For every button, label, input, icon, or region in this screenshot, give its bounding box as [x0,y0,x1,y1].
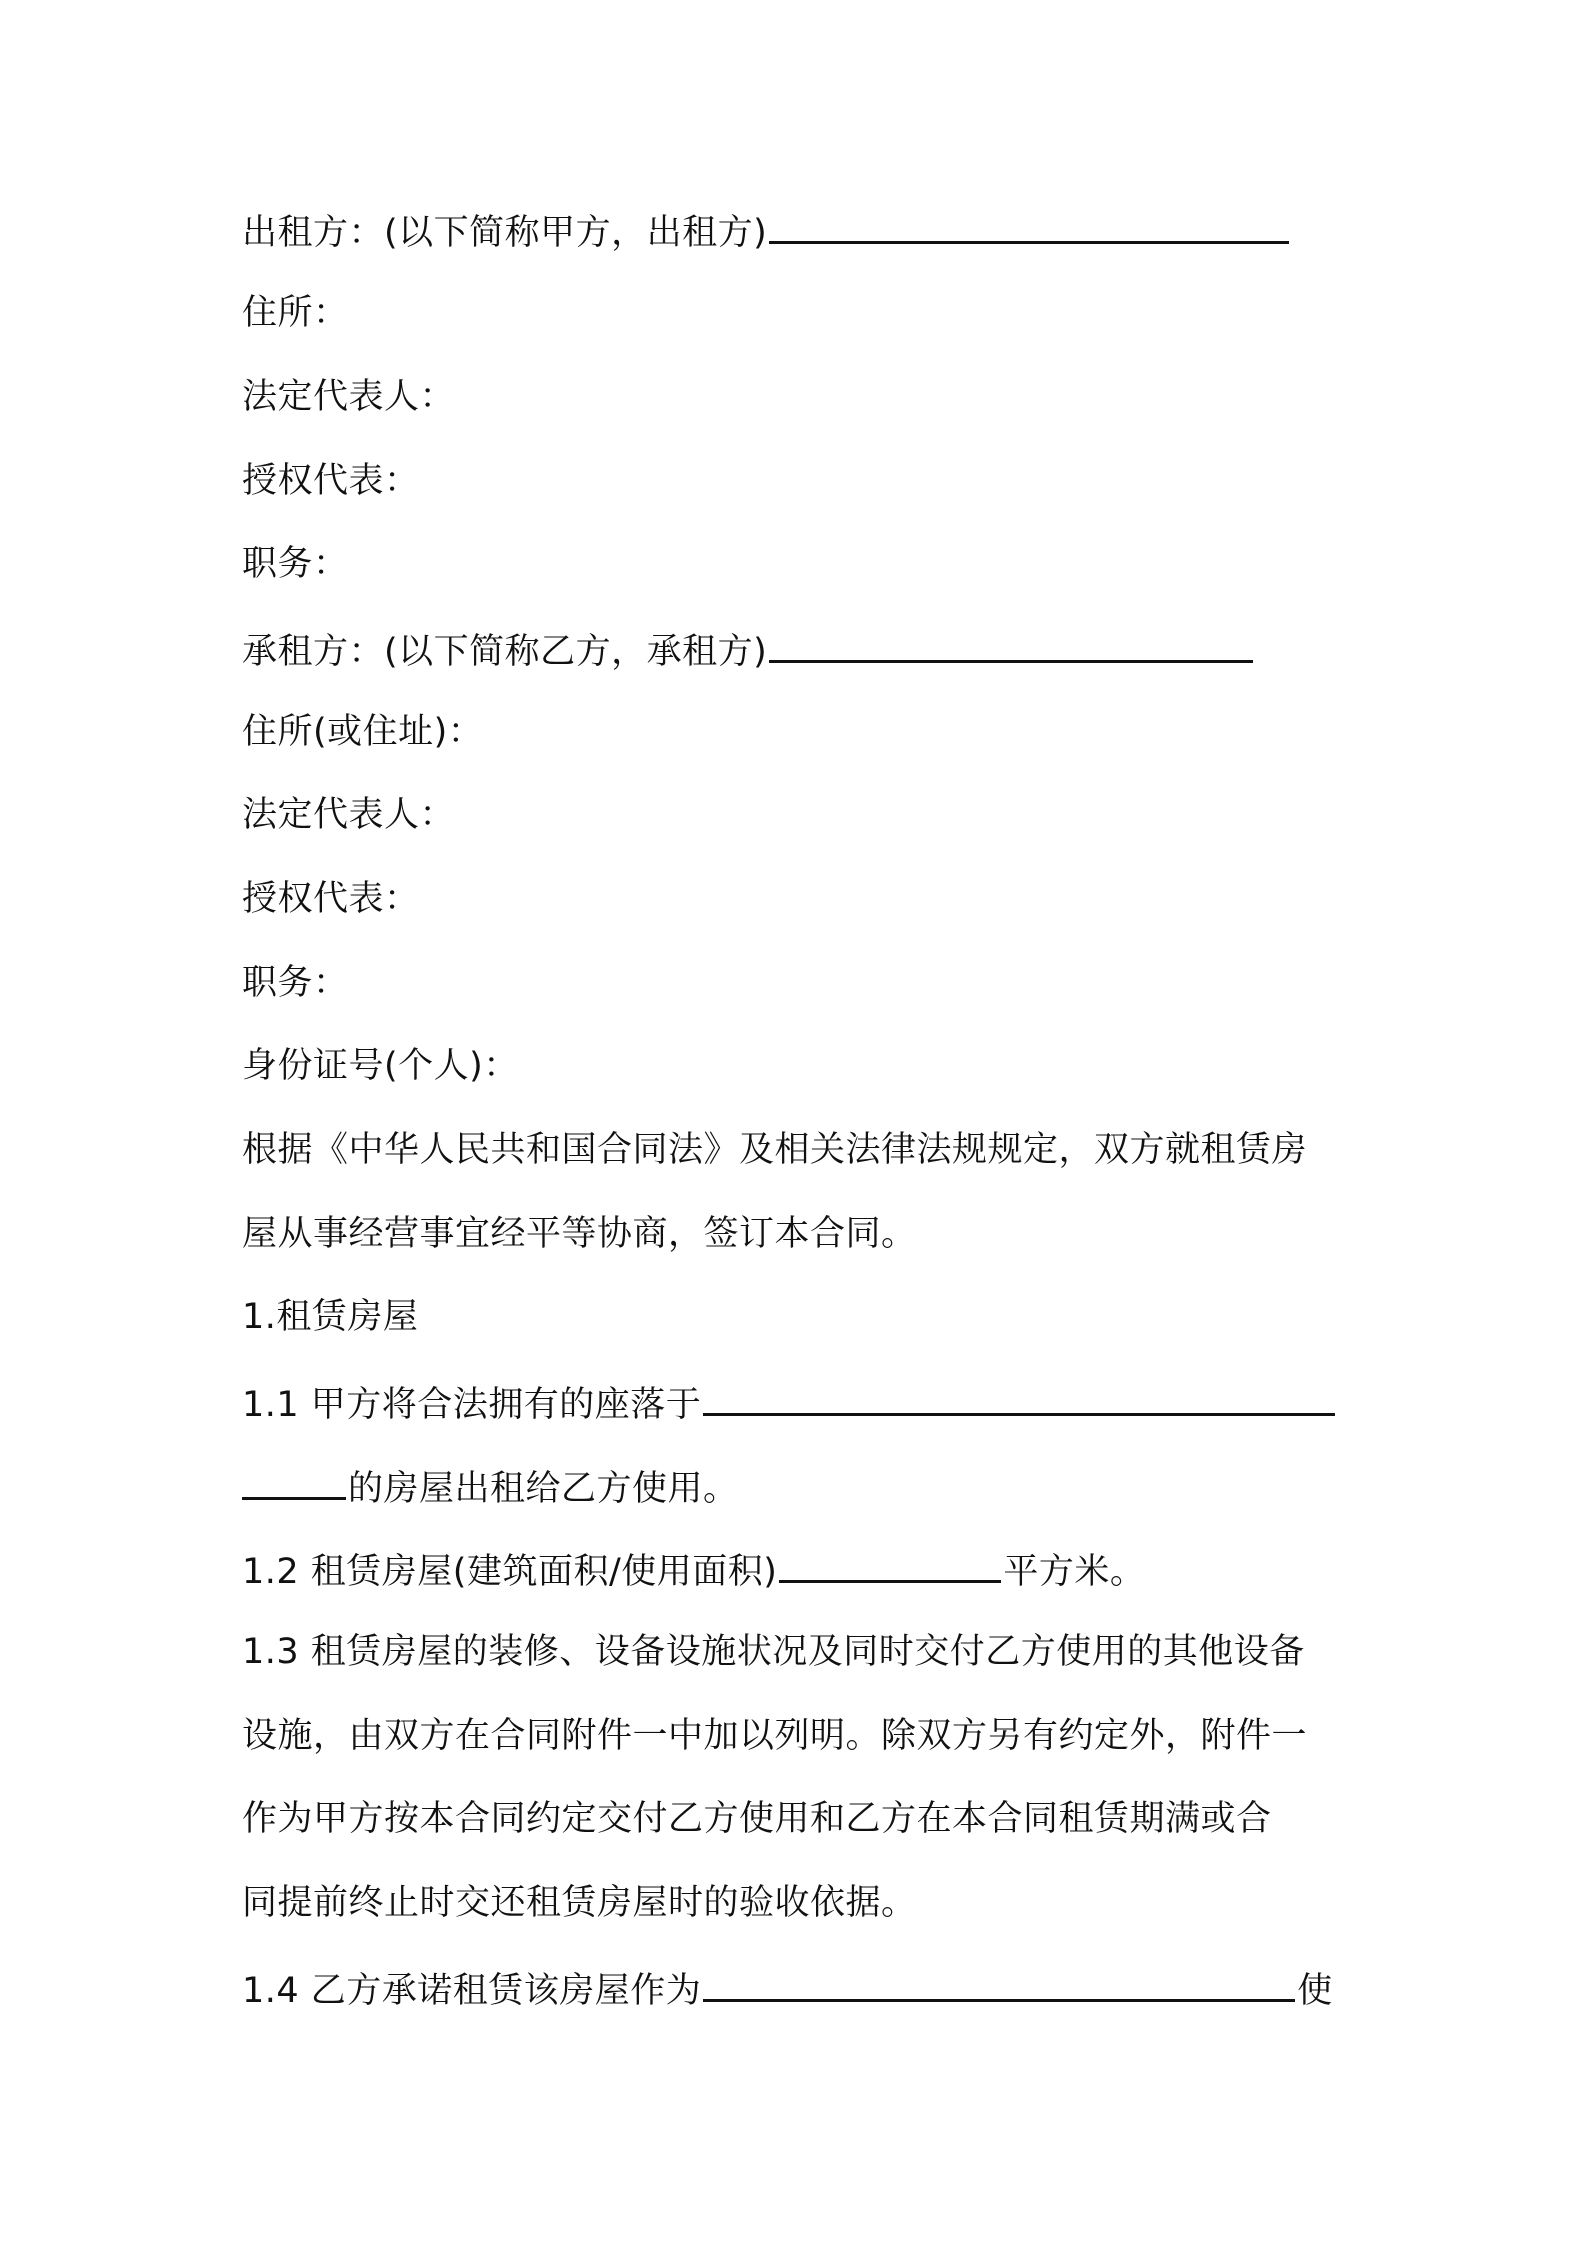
clause-1-2 [242,1546,1145,1590]
lessee-line [242,626,1255,670]
clause-1-2-unit: 平方米。 [1003,1552,1146,1592]
clause-1-3-line-1: 1.3 租赁房屋的装修、设备设施状况及同时交付乙方使用的其他设备 [242,1632,1305,1672]
lessor-label: 出租方：(以下简称甲方，出租方) [242,213,768,253]
clause-1-2-text: 1.2 租赁房屋(建筑面积/使用面积) [242,1552,778,1592]
lessee-name-blank[interactable] [769,626,1253,663]
lessor-position: 职务： [242,544,349,584]
section-1-title: 1.租赁房屋 [242,1297,419,1337]
clause-1-3-line-2: 设施，由双方在合同附件一中加以列明。除双方另有约定外，附件一 [242,1716,1308,1756]
lessee-authorized-rep: 授权代表： [242,879,420,919]
lessor-legal-rep: 法定代表人： [242,377,456,417]
area-blank[interactable] [779,1546,1001,1583]
lessee-label: 承租方：(以下简称乙方，承租方) [242,632,768,672]
preamble-line-2: 屋从事经营事宜经平等协商，签订本合同。 [242,1214,917,1254]
lessee-address: 住所(或住址)： [242,712,484,752]
property-location-blank-cont[interactable] [242,1463,346,1500]
lessor-name-blank[interactable] [769,207,1289,244]
lessee-legal-rep: 法定代表人： [242,795,456,835]
lessee-id-number: 身份证号(个人)： [242,1046,519,1086]
lessor-authorized-rep: 授权代表： [242,461,420,501]
lessor-line [242,207,1291,251]
usage-purpose-blank[interactable] [703,1965,1295,2002]
clause-1-4-continuation: 使 [1297,1971,1333,2011]
clause-1-3-line-4: 同提前终止时交还租赁房屋时的验收依据。 [242,1883,917,1923]
lessee-position: 职务： [242,963,349,1003]
clause-1-3-line-3: 作为甲方按本合同约定交付乙方使用和乙方在本合同租赁期满或合 [242,1799,1272,1839]
property-location-blank[interactable] [703,1379,1335,1416]
clause-1-1-text: 1.1 甲方将合法拥有的座落于 [242,1385,702,1425]
clause-1-1-line-1 [242,1379,1337,1423]
clause-1-4-text: 1.4 乙方承诺租赁该房屋作为 [242,1971,702,2011]
lessor-address: 住所： [242,293,349,333]
clause-1-1-line-2 [242,1463,739,1507]
clause-1-4 [242,1965,1333,2009]
clause-1-1-text-end: 的房屋出租给乙方使用。 [348,1469,739,1509]
preamble-line-1: 根据《中华人民共和国合同法》及相关法律法规规定，双方就租赁房 [242,1130,1308,1170]
